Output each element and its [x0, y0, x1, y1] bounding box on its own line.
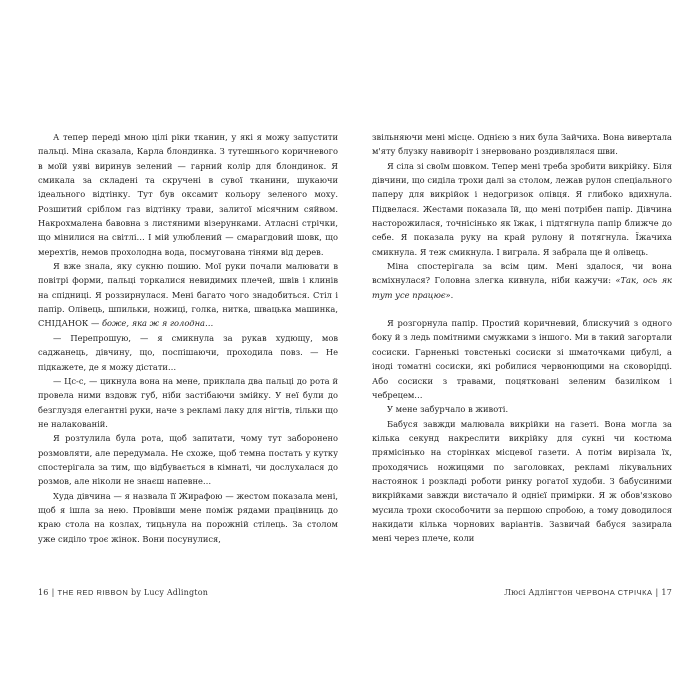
- right-page-text: [372, 130, 672, 546]
- left-page-text: [38, 130, 338, 546]
- right-paragraph-1: звільняючи мені місце. Однією з них була Зайчиха. Вона вивертала м'яту блузку навиворіт і знервовано роздивлялася шви.: [372, 132, 672, 157]
- left-paragraph-2-italic: боже, яка ж я голодна…: [101, 318, 214, 329]
- left-page-number: 16: [38, 588, 49, 597]
- right-paragraph-6: Бабуся завжди малювала викрійки на газеті. Вона могла за кілька секунд накреслити викрійку для сукні чи костюма прямісінько на сторінках місцевої газети. А потім вирізала їх, проходячись ножицями по заголовках, рекламі лікувальних настоянок і розкладі роботи ринку рогатої худоби. З бабусиними викрійками завжди вистачало й однієї примірки. Я ж обов'язково мусила трохи скособочити за першою спробою, а тому доводилося накидати кілька чорнових варіантів. Зазвичай бабуся зазирала мені через плече, коли: [372, 418, 672, 544]
- right-footer-author: Люсі Адлінгтон: [504, 588, 573, 597]
- right-footer-book-title: ЧЕРВОНА СТРІЧКА: [575, 588, 653, 597]
- left-paragraph-2: [38, 259, 338, 331]
- left-footer-author-prefix: by: [131, 588, 142, 597]
- left-paragraph-4: — Цс-с, — цикнула вона на мене, приклала два пальці до рота й провела ними вздовж губ, ніби застібаючи змійку. У неї були до безглуздя елегантні руки, наче з рекламі лаку для нігтів, тільки що не налакованій.: [38, 375, 338, 429]
- right-paragraph-3: [372, 259, 672, 302]
- left-paragraph-2-text: Я вже знала, яку сукню пошию. Мої руки почали малювати в повітрі форми, пальці торкалися невидимих плечей, швів і клинів на спідниці. Я роззирнулася. Мені багато чого знадобиться. Стіл і папір. Олівець, шпильки, ножиці, голка, нитка, швацька машинка, СНІДАНОК —: [38, 261, 338, 329]
- right-footer-separator: |: [655, 588, 659, 597]
- left-footer-separator: |: [51, 588, 55, 597]
- left-paragraph-3: — Перепрошую, — я смикнула за рукав худющу, мов саджанець, дівчину, що, поспішаючи, проходила повз. — Не підкажете, де я можу дістати…: [38, 332, 338, 372]
- left-page-footer: [38, 588, 208, 597]
- right-paragraph-5: У мене забурчало в животі.: [387, 404, 509, 415]
- right-paragraph-4: Я розгорнула папір. Простий коричневий, блискучий з одного боку й з ледь помітними смужками з іншого. Ми в такий загортали сосиски. Гарненькі товстенькі сосиски зі шматочками цибулі, а іноді томатні сосиски, які робилися червонющими на сковорідці. Або сосиски з травами, поцятковані зеленим базиліком і чебрецем…: [372, 318, 672, 400]
- right-paragraph-3-text: Міна спостерігала за всім цим. Мені здалося, чи вона всміхнулася? Головна злегка кивнула, ніби кажучи:: [372, 261, 672, 286]
- right-page-footer: [504, 588, 672, 597]
- left-paragraph-1: А тепер переді мною цілі ріки тканин, у які я можу запустити пальці. Міна сказала, Карла блондинка. З тутешнього коричневого в моїй уяві виринув зелений — гарний колір для блондинок. Я смикала за складені та скручені в сувої тканини, шукаючи ідеального відтінку. Тут був оксамит кольору зеленого моху. Розшитий сріблом газ відтінку трави, залитої місячним сяйвом. Накрохмалена бавовна з листяними візерунками. Атласні стрічки, що мінилися на світлі… І мій улюблений — смарагдовий шовк, що мерехтів, немов прохолодна вода, посмугована тінями від дерев.: [38, 132, 338, 257]
- left-paragraph-6: Худа дівчина — я назвала її Жирафою — жестом показала мені, щоб я ішла за нею. Провівши мене поміж рядами працівниць до краю стола на козлах, тицьнула на порожній стілець. За столом уже сиділо троє жінок. Вони посунулися,: [38, 490, 338, 544]
- left-paragraph-5: Я розтулила була рота, щоб запитати, чому тут заборонено розмовляти, але передумала. Не схоже, щоб темна постать у кутку спостерігала за тим, що відбувається в кімнаті, чи дослухалася до розмов, але ніколи не знаєш напевне…: [38, 433, 338, 487]
- left-page: [38, 130, 338, 690]
- left-footer-book-title: THE RED RIBBON: [57, 588, 129, 597]
- right-paragraph-3-italic: «Так, ось як тут усе працює».: [372, 275, 673, 300]
- right-page: [372, 130, 672, 690]
- right-paragraph-2: Я сіла зі своїм шовком. Тепер мені треба зробити викрійку. Біля дівчини, що сиділа трохи далі за столом, лежав рулон спеціального паперу для викрійок і недогризок олівця. Я глибоко вдихнула. Підвелася. Жестами показала їй, що мені потрібен папір. Дівчина насторожилася, точнісінько як їжак, і підтягнула папір ближче до себе. Я показала руку на край рулону й потягнула. Їжачиха смикнула. Я теж смикнула. І виграла. Я забрала ще й олівець.: [372, 160, 672, 257]
- right-page-number: 17: [661, 588, 672, 597]
- left-footer-author: Lucy Adlington: [143, 588, 209, 597]
